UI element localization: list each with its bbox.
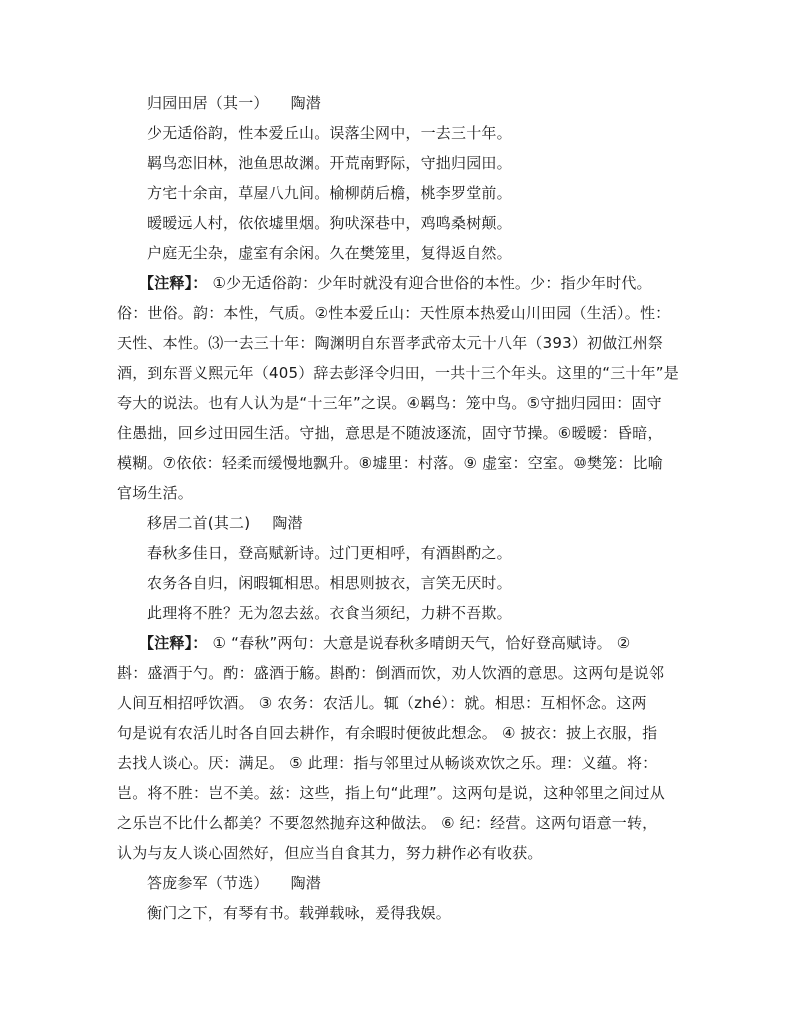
annotation-line: 住愚拙，回乡过田园生活。守拙，意思是不随波逐流，固守节操。⑥暧暧：昏暗， [117,424,663,442]
annotation-line [117,628,677,658]
annotation-line: 模糊。⑦依依：轻柔而缓慢地飘升。⑧墟里：村落。⑨ 虚室：空室。⑩樊笼：比喻 [117,454,663,472]
poem-line: 衡门之下，有琴有书。载弹载咏，爰得我娱。 [147,904,452,922]
document-page [117,88,677,928]
annotation-line: 天性、本性。⑶一去三十年：陶渊明自东晋孝武帝太元十八年（393）初做江州祭 [117,334,664,352]
poem-line: 农务各自归，闲暇辄相思。相思则披衣，言笑无厌时。 [147,574,512,592]
annotation-line: 斟：盛酒于勺。酌：盛酒于觞。斟酌：倒酒而饮，劝人饮酒的意思。这两句是说邻 [117,664,665,682]
poem-title-text: 归园田居（其一） [147,94,269,112]
poem-title-text: 答庞参军（节选） [147,874,269,892]
annotation-line: 去找人谈心。厌：满足。 ⑤ 此理：指与邻里过从畅谈欢饮之乐。理：义蕴。将： [117,754,658,772]
annotation-text: ①少无适俗韵：少年时就没有迎合世俗的本性。少：指少年时代。 [212,274,652,292]
annotation-line: 句是说有农活儿时各自回去耕作，有余暇时便彼此想念。 ④ 披衣：披上衣服，指 [117,724,658,742]
poem-title [117,88,677,118]
poem-line: 少无适俗韵，性本爱丘山。误落尘网中，一去三十年。 [147,124,512,142]
poem-title [117,868,677,898]
poem-author: 陶潜 [290,874,322,892]
annotation-label: 【注释】： [139,274,208,292]
annotation-label: 【注释】： [139,634,208,652]
poem-title [117,508,677,538]
poem-line: 春秋多佳日，登高赋新诗。过门更相呼，有酒斟酌之。 [147,544,512,562]
annotation-line [117,268,677,298]
poem-line: 户庭无尘杂，虚室有余闲。久在樊笼里，复得返自然。 [147,244,512,262]
annotation-block [117,268,677,508]
annotation-block [117,628,677,868]
annotation-text: ① “春秋”两句：大意是说春秋多晴朗天气，恰好登高赋诗。 ② [212,634,631,652]
poem-line: 方宅十余亩，草屋八九间。榆柳荫后檐，桃李罗堂前。 [147,184,512,202]
annotation-line: 酒，到东晋义熙元年（405）辞去彭泽令归田，一共十三个年头。这里的“三十年”是 [117,364,679,382]
poem-author: 陶潜 [272,514,303,532]
annotation-line: 官场生活。 [117,484,194,502]
annotation-line: 岂。将不胜：岂不美。兹：这些，指上句“此理”。这两句是说，这种邻里之间过从 [117,784,665,802]
annotation-line: 夸大的说法。也有人认为是“十三年”之误。④羁鸟：笼中鸟。⑤守拙归园田：固守 [117,394,662,412]
annotation-line: 人间互相招呼饮酒。 ③ 农务：农活儿。辄（zhé）：就。相思：互相怀念。这两 [117,694,647,712]
poem-line: 暧暧远人村，依依墟里烟。狗吠深巷中，鸡鸣桑树颠。 [147,214,512,232]
poem-title-text: 移居二首(其二) [147,514,251,532]
poem-line: 此理将不胜？无为忽去兹。衣食当须纪，力耕不吾欺。 [147,604,512,622]
poem-author: 陶潜 [290,94,322,112]
annotation-line: 俗：世俗。韵：本性，气质。②性本爱丘山：天性原本热爱山川田园（生活）。性： [117,304,671,322]
annotation-line: 之乐岂不比什么都美？不要忽然抛弃这种做法。 ⑥ 纪：经营。这两句语意一转， [117,814,658,832]
annotation-line: 认为与友人谈心固然好，但应当自食其力，努力耕作必有收获。 [117,844,543,862]
poem-line: 羁鸟恋旧林，池鱼思故渊。开荒南野际，守拙归园田。 [147,154,512,172]
